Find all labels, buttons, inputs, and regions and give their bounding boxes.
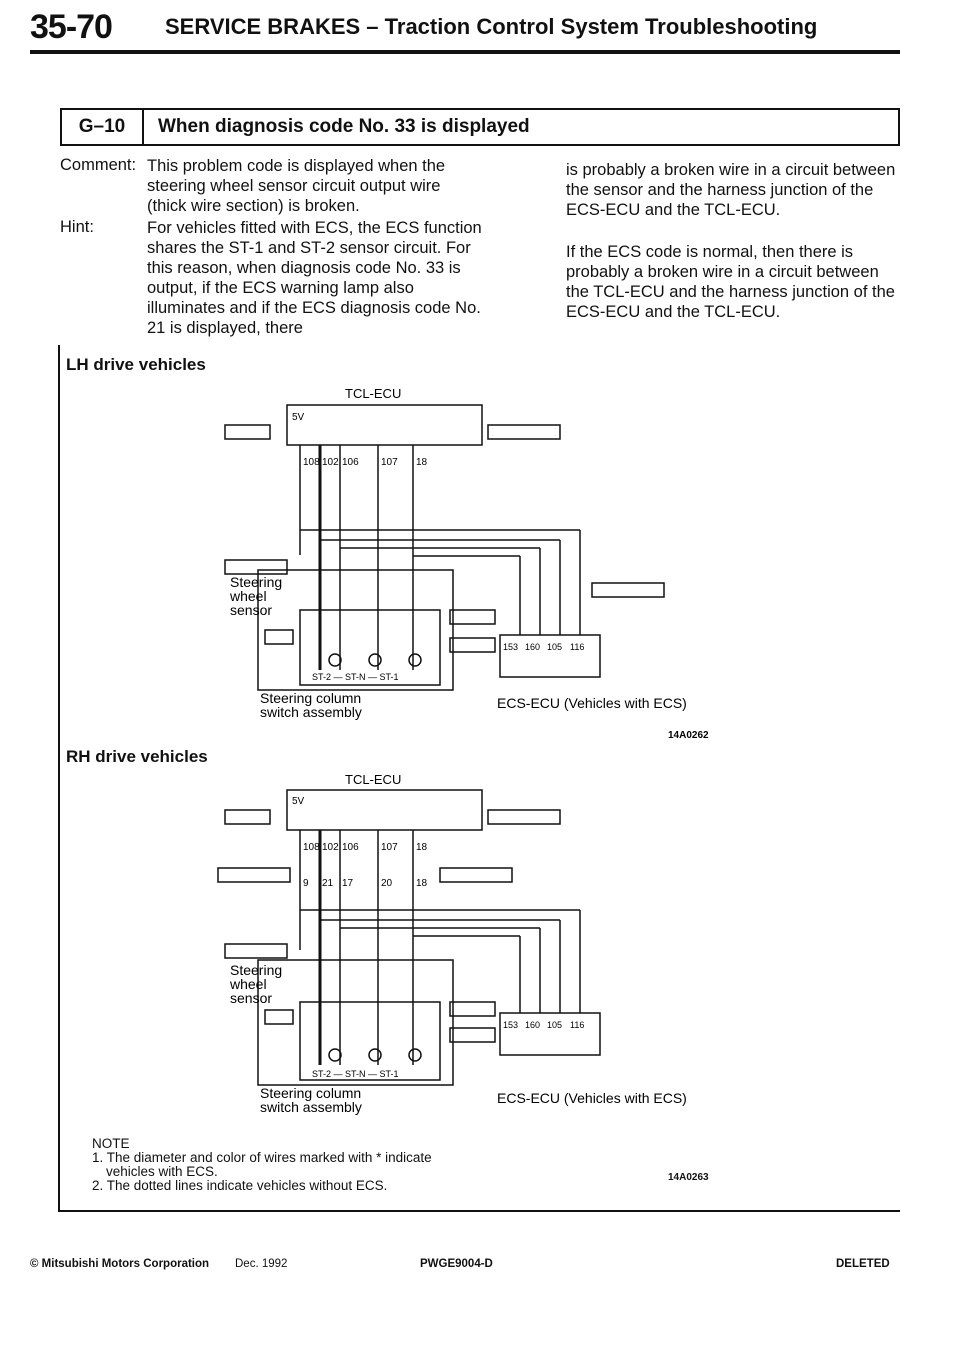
- lh-sensor-label-3: sensor: [230, 602, 273, 618]
- rh-column-label-2: switch assembly: [260, 1099, 362, 1115]
- lh-ecs-pin-3: 105: [547, 642, 563, 652]
- footer-date: Dec. 1992: [235, 1258, 288, 1270]
- lh-ecs-label: ECS-ECU (Vehicles with ECS): [497, 695, 687, 711]
- lh-tcl-connector-left: [225, 425, 270, 439]
- rh-junction-connector-left: [218, 868, 290, 882]
- page-number: 35-70: [30, 8, 112, 46]
- lh-sensor-label-2: wheel: [230, 588, 267, 604]
- rh-column-label-1: Steering column: [260, 1085, 362, 1101]
- rh-tcl-ecu-label: TCL-ECU: [345, 772, 402, 787]
- rh-small-connector: [265, 1010, 293, 1024]
- lh-ecs-connector-2: [450, 638, 495, 652]
- lh-tcl-pin-4: 107: [381, 457, 398, 468]
- rh-ecs-pin-4: 116: [570, 1020, 585, 1030]
- lh-tcl-pin-3: 106: [342, 457, 359, 468]
- lh-supply-label: 5V: [292, 412, 305, 423]
- rh-sensor-label-2: wheel: [230, 976, 267, 992]
- note-item-1-cont: vehicles with ECS.: [106, 1164, 218, 1179]
- rh-tcl-pin-1: 108: [303, 842, 320, 853]
- lh-column-label-1: Steering column: [260, 690, 362, 706]
- rh-wiring-diagram: [0, 770, 960, 1130]
- rh-junction-connector-right: [440, 868, 512, 882]
- rh-tcl-pin-3: 106: [342, 842, 359, 853]
- rh-junction-pin-5: 18: [416, 878, 428, 889]
- footer-copyright: © Mitsubishi Motors Corporation: [30, 1258, 210, 1270]
- rh-tcl-connector-right: [488, 810, 560, 824]
- lh-sensor-connector: [225, 560, 287, 574]
- lh-tcl-connector-right: [488, 425, 560, 439]
- lh-section-title: LH drive vehicles: [66, 355, 206, 374]
- lh-st-labels: ST-2 — ST-N — ST-1: [312, 672, 399, 682]
- diagnosis-code-box: [60, 108, 900, 146]
- bottom-rule: [58, 1210, 900, 1212]
- rh-sensor-connector: [225, 944, 287, 958]
- rh-ecs-connector-2: [450, 1028, 495, 1042]
- lh-tcl-pin-2: 102: [322, 457, 339, 468]
- comment-label: Comment:: [60, 156, 137, 174]
- lh-ecs-connector-1: [450, 610, 495, 624]
- rh-tcl-ecu-box: [287, 790, 482, 830]
- lh-ecs-pin-2: 160: [525, 642, 541, 652]
- lh-column-label-2: switch assembly: [260, 704, 362, 720]
- lh-small-connector: [265, 630, 293, 644]
- lh-tcl-ecu-box: [287, 405, 482, 445]
- lh-wiring-diagram: [0, 380, 960, 740]
- rh-st-labels: ST-2 — ST-N — ST-1: [312, 1069, 399, 1079]
- rh-ecs-pin-1: 153: [503, 1020, 519, 1030]
- note-item-1: 1. The diameter and color of wires marked with * indicate: [92, 1150, 432, 1165]
- diagnosis-code: G–10: [62, 110, 144, 144]
- lh-tcl-ecu-label: TCL-ECU: [345, 386, 402, 401]
- lh-sensor-label-1: Steering: [230, 574, 283, 590]
- lh-tcl-pin-1: 108: [303, 457, 320, 468]
- lh-ecs-pin-1: 153: [503, 642, 519, 652]
- hint-label: Hint:: [60, 218, 94, 236]
- comment-text: This problem code is displayed when the steering wheel sensor circuit output wire (thick wire section) is broken.: [147, 157, 446, 215]
- lh-tcl-pin-5: 18: [416, 457, 428, 468]
- rh-tcl-pin-4: 107: [381, 842, 398, 853]
- rh-ecs-pin-3: 105: [547, 1020, 563, 1030]
- rh-tcl-pin-2: 102: [322, 842, 339, 853]
- rh-junction-pin-4: 20: [381, 878, 393, 889]
- rh-sensor-label-3: sensor: [230, 990, 273, 1006]
- lh-ecs-connector-3: [592, 583, 664, 597]
- lh-ecs-pin-4: 116: [570, 642, 585, 652]
- rh-junction-pin-2: 21: [322, 878, 334, 889]
- rh-ecs-connector-1: [450, 1002, 495, 1016]
- right-paragraph-1: is probably a broken wire in a circuit between the sensor and the harness junction of the ECS-ECU and the TCL-ECU.: [566, 161, 896, 219]
- rh-junction-pin-1: 9: [303, 878, 309, 889]
- right-paragraph-2: If the ECS code is normal, then there is probably a broken wire in a circuit between the TCL-ECU and the harness junction of the ECS-ECU and the TCL-ECU.: [566, 243, 895, 321]
- note-title: NOTE: [92, 1136, 130, 1151]
- rh-sensor-label-1: Steering: [230, 962, 283, 978]
- rh-tcl-pin-5: 18: [416, 842, 428, 853]
- footer-status: DELETED: [836, 1258, 890, 1270]
- lh-figure-id: 14A0262: [668, 730, 709, 740]
- note-block: [92, 1137, 432, 1193]
- rh-section-title: RH drive vehicles: [66, 747, 208, 766]
- rh-tcl-connector-left: [225, 810, 270, 824]
- rh-ecs-label: ECS-ECU (Vehicles with ECS): [497, 1090, 687, 1106]
- rh-figure-id: 14A0263: [668, 1172, 709, 1183]
- hint-text: For vehicles fitted with ECS, the ECS function shares the ST-1 and ST-2 sensor circuit. For this reason, when diagnosis code No. 33 is output, if the ECS warning lamp also illuminates and if the ECS diagnosis code No. 21 is displayed, there: [147, 219, 482, 337]
- note-item-2: 2. The dotted lines indicate vehicles without ECS.: [92, 1178, 388, 1193]
- diagnosis-title: When diagnosis code No. 33 is displayed: [158, 116, 530, 137]
- rh-junction-pin-3: 17: [342, 878, 354, 889]
- rh-steering-column-box: [258, 960, 453, 1085]
- rh-supply-label: 5V: [292, 796, 305, 807]
- footer-doc-code: PWGE9004-D: [420, 1258, 493, 1270]
- header-rule: [30, 50, 900, 54]
- page-title: SERVICE BRAKES – Traction Control System Troubleshooting: [165, 14, 818, 39]
- rh-ecs-pin-2: 160: [525, 1020, 541, 1030]
